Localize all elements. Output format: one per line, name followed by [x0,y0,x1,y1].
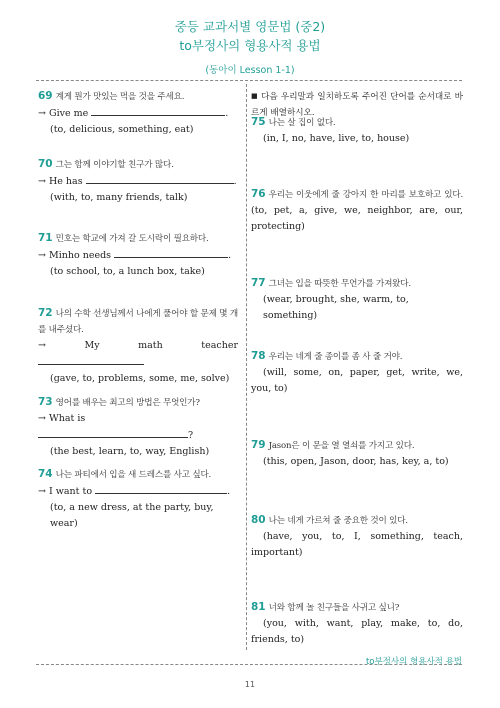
answer-blank[interactable] [38,427,188,438]
korean-sentence: 우리는 네게 줄 종이를 좀 사 줄 거야. [268,352,403,362]
korean-sentence: 나는 파티에서 입을 새 드레스를 사고 싶다. [55,470,212,480]
question-number: 74 [38,468,53,480]
question-77 [251,275,463,324]
korean-sentence: 계게 뭔가 맛있는 먹을 것을 주세요. [55,92,185,102]
footer-title: to부정사의 형용사적 용법 [365,657,462,667]
word-hint: (to, delicious, something, eat) [50,124,194,135]
word-hint: (wear, brought, she, warm, to, something) [263,294,409,321]
question-number: 78 [251,350,266,362]
question-70: 70 그는 함께 이야기할 친구가 많다. → He has . (with, to, many friends, talk) [38,156,238,206]
top-divider [36,80,462,81]
korean-sentence: 너와 함께 놀 친구들을 사귀고 싶니? [268,603,400,613]
question-81 [251,599,463,648]
word-hint: (in, I, no, have, live, to, house) [263,133,410,144]
question-69: 69 계게 뭔가 맛있는 먹을 것을 주세요. → Give me . (to, delicious, something, eat) [38,88,238,138]
answer-prompt: → Minho needs [38,250,112,261]
answer-prompt: → Give me [38,108,89,119]
answer-blank[interactable] [95,483,227,494]
word-hint: (to, pet, a, give, we, neighbor, are, our, protecting) [251,205,463,232]
question-75 [251,114,463,147]
question-78 [251,348,463,397]
question-71: 71 민호는 학교에 가져 갈 도시락이 필요하다. → Minho needs . (to school, to, a lunch box, take) [38,230,238,280]
question-80 [251,512,463,561]
question-number: 71 [38,232,53,244]
question-number: 76 [251,188,266,200]
word-hint: (have, you, to, I, something, teach, important) [251,531,463,558]
lesson-label: (동아이 Lesson 1-1) [205,65,295,76]
answer-prompt: → My math teacher [38,340,238,351]
question-number: 75 [251,116,266,128]
word-hint: (the best, learn, to, way, English) [50,446,210,457]
korean-sentence: 영어를 배우는 최고의 방법은 무엇인가? [55,398,200,408]
question-79 [251,437,463,470]
korean-sentence: 그는 함께 이야기할 친구가 많다. [55,160,174,170]
word-hint: (to school, to, a lunch box, take) [50,266,205,277]
word-hint: (with, to, many friends, talk) [50,192,188,203]
korean-sentence: 나는 네게 가르쳐 줄 중요한 것이 있다. [268,516,408,526]
question-number: 81 [251,601,266,613]
question-72 [38,305,238,387]
answer-blank[interactable] [91,105,225,116]
korean-sentence: 나의 수학 선생님께서 나에게 풀어야 할 문제 몇 개를 내주셨다. [38,309,238,335]
question-number: 77 [251,277,266,289]
korean-sentence: 민호는 학교에 가져 갈 도시락이 필요하다. [55,234,209,244]
korean-sentence: 나는 살 집이 없다. [268,118,336,128]
word-hint: (gave, to, problems, some, me, solve) [50,373,230,384]
korean-sentence: Jason은 이 문을 열 열쇠를 가지고 있다. [268,441,415,451]
question-number: 72 [38,307,53,319]
answer-prompt: → He has [38,176,83,187]
title-block [0,18,500,55]
question-73: 73 영어를 배우는 최고의 방법은 무엇인가? → What is ? (the best, learn, to, way, English) [38,394,238,460]
page-subtitle: to부정사의 형용사적 용법 [179,38,321,53]
answer-blank[interactable] [38,354,144,365]
question-number: 73 [38,396,53,408]
page-number: 11 [244,680,256,689]
question-number: 69 [38,90,53,102]
column-divider [246,84,247,650]
korean-sentence: 우리는 이웃에게 줄 강아지 한 마리를 보호하고 있다. [268,190,463,200]
square-bullet-icon: ■ [251,92,259,100]
question-74: 74 나는 파티에서 입을 새 드레스를 사고 싶다. → I want to . (to, a new dress, at the party, buy, wear) [38,466,238,532]
word-hint: (you, with, want, play, make, to, do, friends, to) [251,618,463,645]
word-hint: (to, a new dress, at the party, buy, wear) [50,502,214,529]
korean-sentence: 그녀는 입을 따뜻한 무언가를 가져왔다. [268,279,411,289]
question-number: 79 [251,439,266,451]
answer-blank[interactable] [86,173,234,184]
instruction-text: 다음 우리말과 일치하도록 주어진 단어를 순서대로 바르게 배열하시오. [251,92,463,118]
answer-prompt: → I want to [38,486,93,497]
question-number: 80 [251,514,266,526]
page-title: 중등 교과서별 영문법 (중2) [174,19,326,34]
question-76 [251,186,463,235]
word-hint: (this, open, Jason, door, has, key, a, to) [263,456,449,467]
word-hint: (will, some, on, paper, get, write, we, you, to) [251,367,463,394]
bottom-divider [36,664,462,665]
answer-blank[interactable] [114,247,228,258]
answer-prompt: → What is [38,413,86,424]
question-number: 70 [38,158,53,170]
